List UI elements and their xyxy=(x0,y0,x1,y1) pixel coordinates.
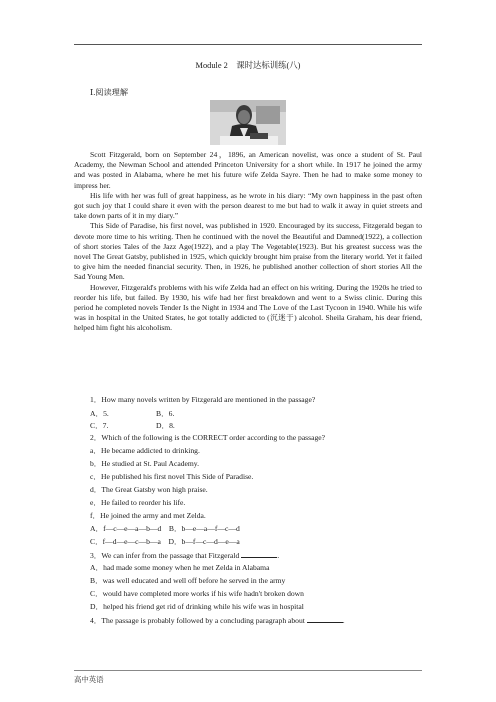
footer-label: 高中英语 xyxy=(74,675,104,684)
portrait-image xyxy=(210,100,286,145)
question-4-text: 4．The passage is probably followed by a concluding paragraph about xyxy=(90,616,305,625)
q2-item-b: b．He studied at St. Paul Academy. xyxy=(90,459,199,468)
question-3-text: 3．We can infer from the passage that Fitzgerald xyxy=(90,551,240,560)
section-heading: Ⅰ.阅读理解 xyxy=(90,88,129,97)
answer-blank xyxy=(241,550,277,558)
q2-item-c: c．He published his first novel This Side of Paradise. xyxy=(90,472,254,481)
q1-option-a: A．5. xyxy=(90,409,109,418)
passage-paragraph: Scott Fitzgerald, born on September 24，1896, an American novelist, was once a student of St. Paul Academy, the Newman School and attended Princeton University for a short while. In 1917 he joined the army and was posted in Alabama, where he met his future wife Zelda Sayre. Then he had to make some money to impress her. xyxy=(74,150,422,190)
page-title: Module 2 课时达标训练(八) xyxy=(195,61,301,70)
passage-paragraph: This Side of Paradise, his first novel, was published in 1920. Encouraged by its success, Fitzgerald began to devote more time to his writing. Then he continued with the novel the Beautiful and Damned(1922), a collection of short stories Tales of the Jazz Age(1922), and a play The Vegetable(1923). But his greatest success was the novel The Great Gatsby, published in 1925, which quickly brought him praise from the literary world. Yet it failed to give him the needed financial security. Then, in 1926, he published another collection of short stories All the Sad Young Men. xyxy=(74,221,422,282)
q2-item-f: f．He joined the army and met Zelda. xyxy=(90,511,206,520)
q3-option-c: C．would have completed more works if his wife hadn't broken down xyxy=(90,589,304,598)
passage-paragraph: His life with her was full of great happiness, as he wrote in his diary: “My own happiness in the past often got such joy that I could share it even with the person dearest to me but had to walk it away in quiet streets and take down parts of it in my diary.” xyxy=(74,190,422,221)
q1-option-b: B．6. xyxy=(156,409,175,418)
question-3: 3．We can infer from the passage that Fitzgerald . xyxy=(90,551,280,560)
q1-option-d: D．8. xyxy=(156,421,175,430)
q3-option-d: D．helped his friend get rid of drinking while his wife was in hospital xyxy=(90,602,304,611)
answer-blank xyxy=(307,615,343,623)
question-1: 1．How many novels written by Fitzgerald are mentioned in the passage? xyxy=(90,395,316,404)
q1-option-c: C．7. xyxy=(90,421,109,430)
question-2: 2．Which of the following is the CORRECT order according to the passage? xyxy=(90,433,326,442)
passage-paragraph: However, Fitzgerald's problems with his wife Zelda had an effect on his writing. During the 1920s he tried to reorder his life, but failed. By 1930, his wife had her first breakdown and went to a Swiss clinic. During this period he completed novels Tender Is the Night in 1934 and The Love of the Last Tycoon in 1940. While his wife was in hospital in the United States, he got totally addicted to (沉迷于) alcohol. Sheila Graham, his dear friend, helped him fight his alcoholism. xyxy=(74,282,422,333)
question-4: 4．The passage is probably followed by a concluding paragraph about . xyxy=(90,616,345,625)
q2-options-ab: A．f—c—e—a—b—d B．b—e—a—f—c—d xyxy=(90,524,240,533)
q3-option-b: B．was well educated and well off before he served in the army xyxy=(90,576,286,585)
passage xyxy=(74,150,422,334)
q2-item-e: e．He failed to reorder his life. xyxy=(90,498,186,507)
q2-options-cd: C．f—d—e—c—b—a D．b—f—c—d—e—a xyxy=(90,537,240,546)
author-photo xyxy=(210,100,286,145)
q2-item-d: d．The Great Gatsby won high praise. xyxy=(90,485,208,494)
header-rule xyxy=(74,44,422,45)
footer-rule xyxy=(74,670,422,671)
q2-item-a: a．He became addicted to drinking. xyxy=(90,446,200,455)
q3-option-a: A．had made some money when he met Zelda in Alabama xyxy=(90,563,270,572)
